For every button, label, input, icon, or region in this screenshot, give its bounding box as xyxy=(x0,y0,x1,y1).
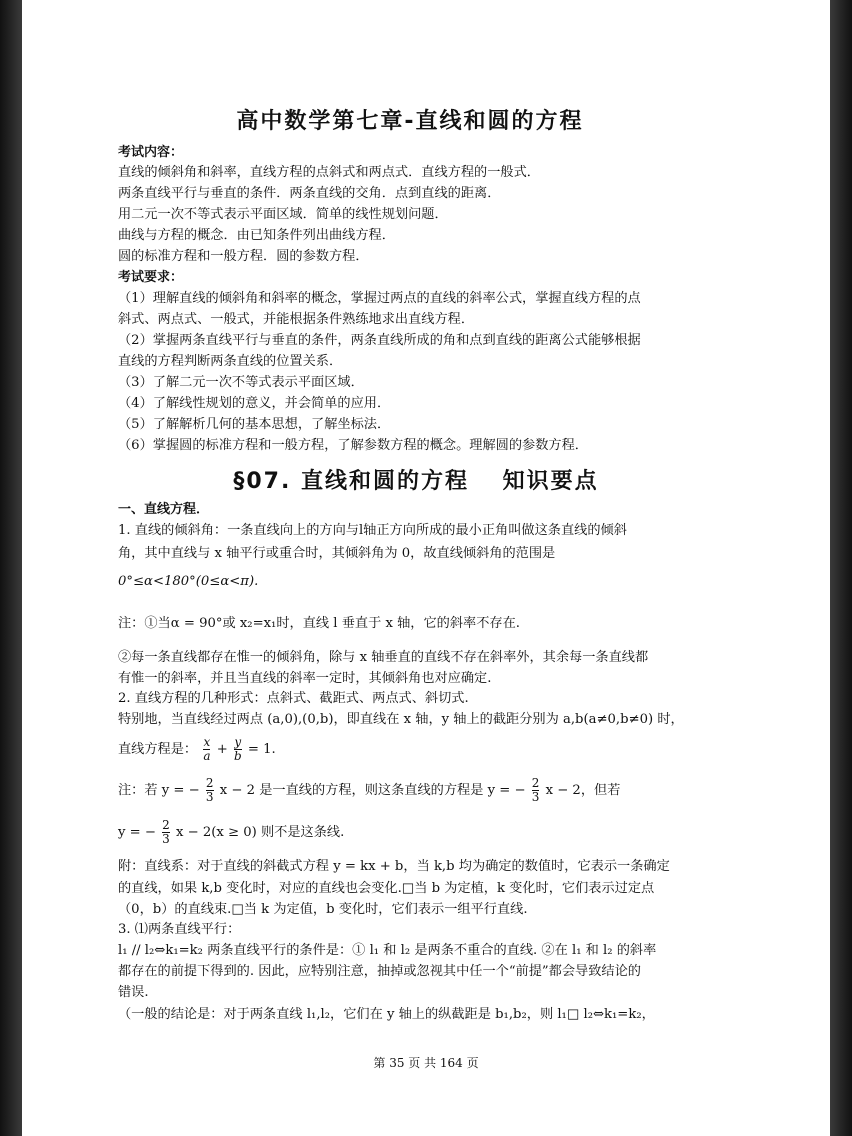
note-text: x − 2，但若 xyxy=(545,783,621,798)
note-text: x − 2 是一直线的方程，则这条直线的方程是 y = − xyxy=(219,783,526,798)
right-shadow xyxy=(830,0,852,1136)
numerator: y xyxy=(234,735,242,749)
exam-content-line: 曲线与方程的概念．由已知条件列出曲线方程． xyxy=(118,228,395,243)
note-line xyxy=(118,818,738,848)
exam-req-line: （4）了解线性规划的意义，并会简单的应用． xyxy=(118,396,391,411)
formula-label: 直线方程是： xyxy=(118,742,198,757)
paragraph-line: 错误. xyxy=(118,985,149,1000)
subsection-heading: 一、直线方程． xyxy=(118,502,210,517)
equals-text: = 1. xyxy=(247,742,276,757)
exam-req-line: （1）理解直线的倾斜角和斜率的概念，掌握过两点的直线的斜率公式，掌握直线方程的点 xyxy=(118,291,641,306)
note-text: y = − xyxy=(118,825,156,840)
denominator: 3 xyxy=(531,790,540,804)
note-text: 注：若 y = − xyxy=(118,783,200,798)
exam-req-heading: 考试要求： xyxy=(118,270,184,285)
denominator: b xyxy=(233,749,242,763)
exam-req-line: （6）掌握圆的标准方程和一般方程，了解参数方程的概念。理解圆的参数方程． xyxy=(118,438,588,453)
exam-content-heading: 考试内容： xyxy=(118,145,184,160)
paragraph-line: 角，其中直线与 x 轴平行或重合时，其倾斜角为 0，故直线倾斜角的范围是 xyxy=(118,546,556,561)
note-line xyxy=(118,776,738,806)
fraction xyxy=(234,736,242,763)
denominator: a xyxy=(203,749,211,763)
exam-req-line: 斜式、两点式、一般式，并能根据条件熟练地求出直线方程． xyxy=(118,312,475,327)
paragraph-line: 1. 直线的倾斜角：一条直线向上的方向与l轴正方向所成的最小正角叫做这条直线的倾斜 xyxy=(118,523,627,538)
appendix-line: 的直线，如果 k,b 变化时，对应的直线也会变化.□当 b 为定植，k 变化时，它们表示过定点 xyxy=(118,881,655,896)
numerator: 2 xyxy=(162,818,170,832)
document-page xyxy=(22,0,830,1136)
fraction xyxy=(203,736,210,763)
numerator: 2 xyxy=(531,776,540,790)
denominator: 3 xyxy=(205,790,214,804)
exam-req-line: （2）掌握两条直线平行与垂直的条件，两条直线所成的角和点到直线的距离公式能够根据 xyxy=(118,333,641,348)
appendix-line: （0，b）的直线束.□当 k 为定值，b 变化时，它们表示一组平行直线. xyxy=(118,902,528,917)
numerator: 2 xyxy=(205,776,214,790)
denominator: 3 xyxy=(162,832,170,846)
fraction xyxy=(162,819,170,846)
appendix-line: 附：直线系：对于直线的斜截式方程 y = kx + b，当 k,b 均为确定的数值时，它表示一条确定 xyxy=(118,859,670,874)
exam-req-line: 直线的方程判断两条直线的位置关系． xyxy=(118,354,343,369)
chapter-title: 高中数学第七章-直线和圆的方程 xyxy=(236,109,584,134)
exam-req-line: （5）了解解析几何的基本思想，了解坐标法． xyxy=(118,417,391,432)
exam-req-line: （3）了解二元一次不等式表示平面区域． xyxy=(118,375,364,390)
fraction xyxy=(532,777,540,804)
section-title: §07. 直线和圆的方程 知识要点 xyxy=(233,469,599,494)
numerator: x xyxy=(203,735,211,749)
page-footer: 第 35 页 共 164 页 xyxy=(373,1056,479,1070)
note-text: x − 2(x ≥ 0) 则不是这条线. xyxy=(175,825,345,840)
paragraph-line: 2. 直线方程的几种形式：点斜式、截距式、两点式、斜切式. xyxy=(118,691,469,706)
paragraph-line: 都存在的前提下得到的. 因此，应特别注意，抽掉或忽视其中任一个“前提”都会导致结论的 xyxy=(118,964,641,979)
note-line: 有惟一的斜率，并且当直线的斜率一定时，其倾斜角也对应确定. xyxy=(118,671,492,686)
paragraph-line: （一般的结论是：对于两条直线 l₁,l₂，它们在 y 轴上的纵截距是 b₁,b₂，则 l₁□ l₂⇔k₁=k₂， xyxy=(118,1007,655,1022)
paragraph-line: l₁ // l₂⇔k₁=k₂ 两条直线平行的条件是：① l₁ 和 l₂ 是两条不重合的直线. ②在 l₁ 和 l₂ 的斜率 xyxy=(118,943,657,958)
note-line: 注：①当α = 90°或 x₂=x₁时，直线 l 垂直于 x 轴，它的斜率不存在. xyxy=(118,616,520,631)
left-shadow xyxy=(0,0,22,1136)
paragraph-line: 3. ⑴两条直线平行： xyxy=(118,922,241,937)
formula-line: 0°≤α<180°(0≤α<π). xyxy=(118,574,259,589)
fraction xyxy=(206,777,214,804)
paragraph-line: 特别地，当直线经过两点 (a,0),(0,b)，即直线在 x 轴，y 轴上的截距分别为 a,b(a≠0,b≠0) 时， xyxy=(118,712,684,727)
exam-content-line: 圆的标准方程和一般方程．圆的参数方程． xyxy=(118,249,369,264)
exam-content-line: 用二元一次不等式表示平面区域．简单的线性规划问题． xyxy=(118,207,448,222)
formula-line xyxy=(118,734,738,766)
exam-content-line: 两条直线平行与垂直的条件．两条直线的交角．点到直线的距离． xyxy=(118,186,501,201)
exam-content-line: 直线的倾斜角和斜率，直线方程的点斜式和两点式．直线方程的一般式． xyxy=(118,165,540,180)
note-line: ②每一条直线都存在惟一的倾斜角，除与 x 轴垂直的直线不存在斜率外，其余每一条直线都 xyxy=(118,650,649,665)
plus-sign: + xyxy=(216,742,228,757)
